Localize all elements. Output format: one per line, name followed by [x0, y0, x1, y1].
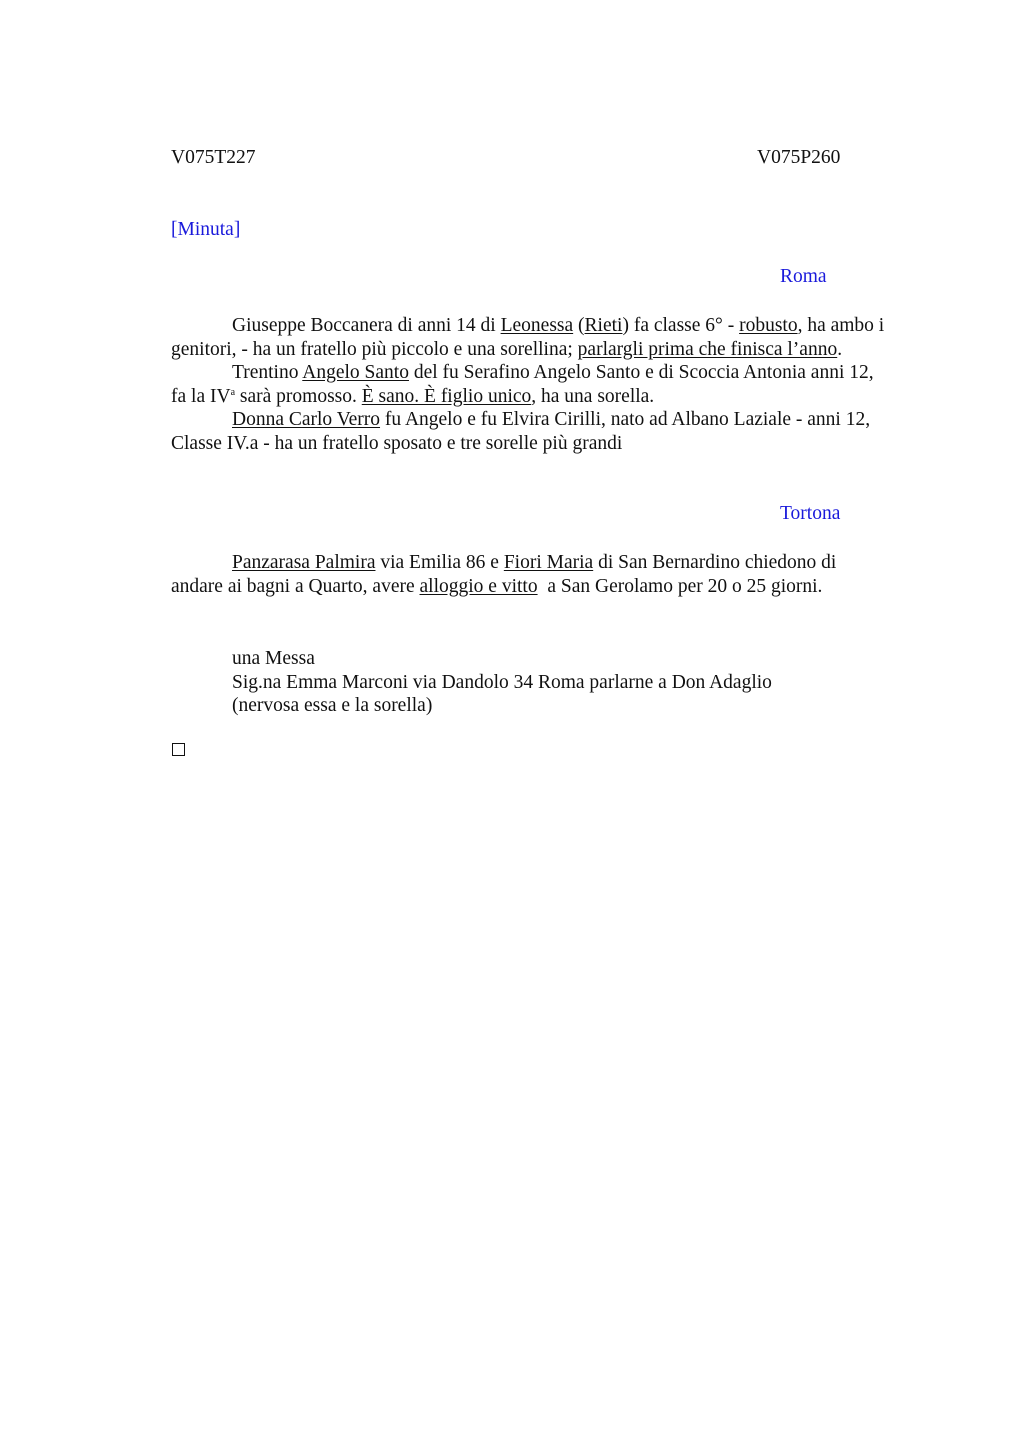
underlined-place-rieti: Rieti	[584, 315, 623, 336]
underlined-name-fiori-maria: Fiori Maria	[503, 552, 594, 573]
doc-code-right: V075P260	[757, 147, 841, 168]
underlined-name-panzarasa: Panzarasa Palmira	[232, 552, 376, 573]
underlined-note-parlargli: parlargli prima che finisca l’anno	[577, 338, 838, 360]
underlined-place-leonessa: Leonessa	[500, 315, 574, 336]
underlined-name-carlo-verro: Donna Carlo Verro	[232, 409, 381, 431]
tortona-paragraph	[171, 551, 931, 598]
roma-p2-line1: Trentino Angelo Santo del fu Serafino Angelo Santo e di Scoccia Antonia anni 12,	[232, 362, 874, 384]
roma-p1-line2: genitori, - ha un fratello più piccolo e una sorellina; parlargli prima che finisca l’anno.	[171, 338, 843, 360]
roma-p3-line1: Donna Carlo Verro fu Angelo e fu Elvira Cirilli, nato ad Albano Laziale - anni 12,	[232, 409, 871, 431]
roma-p3-line2: Classe IV.a - ha un fratello sposato e tre sorelle più grandi	[171, 432, 623, 454]
tortona-p1-line1: Panzarasa Palmira via Emilia 86 e Fiori Maria di San Bernardino chiedono di	[232, 552, 837, 573]
underlined-robusto: robusto	[739, 315, 798, 336]
roma-paragraphs	[171, 314, 931, 456]
place-heading-roma: Roma	[780, 266, 827, 287]
tortona-p1-line2: andare ai bagni a Quarto, avere alloggio e vitto a San Gerolamo per 20 o 25 giorni.	[171, 575, 823, 597]
note-emma-marconi: Sig.na Emma Marconi via Dandolo 34 Roma parlarne a Don Adaglio	[232, 671, 772, 693]
roma-p1-line1: Giuseppe Boccanera di anni 14 di Leonessa (Rieti) fa classe 6° - robusto, ha ambo i	[232, 315, 885, 336]
roma-p2-line2: fa la $IV^a$ sarà promosso. È sano. È figlio unico, ha una sorella.	[171, 385, 655, 407]
underlined-alloggio-vitto: alloggio e vitto	[419, 575, 538, 597]
place-heading-tortona: Tortona	[780, 503, 841, 524]
underlined-note-sano: È sano. È figlio unico	[361, 385, 532, 407]
underlined-name-angelo-santo: Angelo Santo	[302, 362, 409, 384]
notes-block	[171, 647, 931, 718]
note-nervosa: (nervosa essa e la sorella)	[232, 695, 433, 717]
minuta-label: [Minuta]	[171, 219, 241, 240]
note-messa: una Messa	[232, 648, 315, 669]
checkbox-square-icon[interactable]	[172, 743, 185, 756]
doc-code-left: V075T227	[171, 147, 256, 168]
